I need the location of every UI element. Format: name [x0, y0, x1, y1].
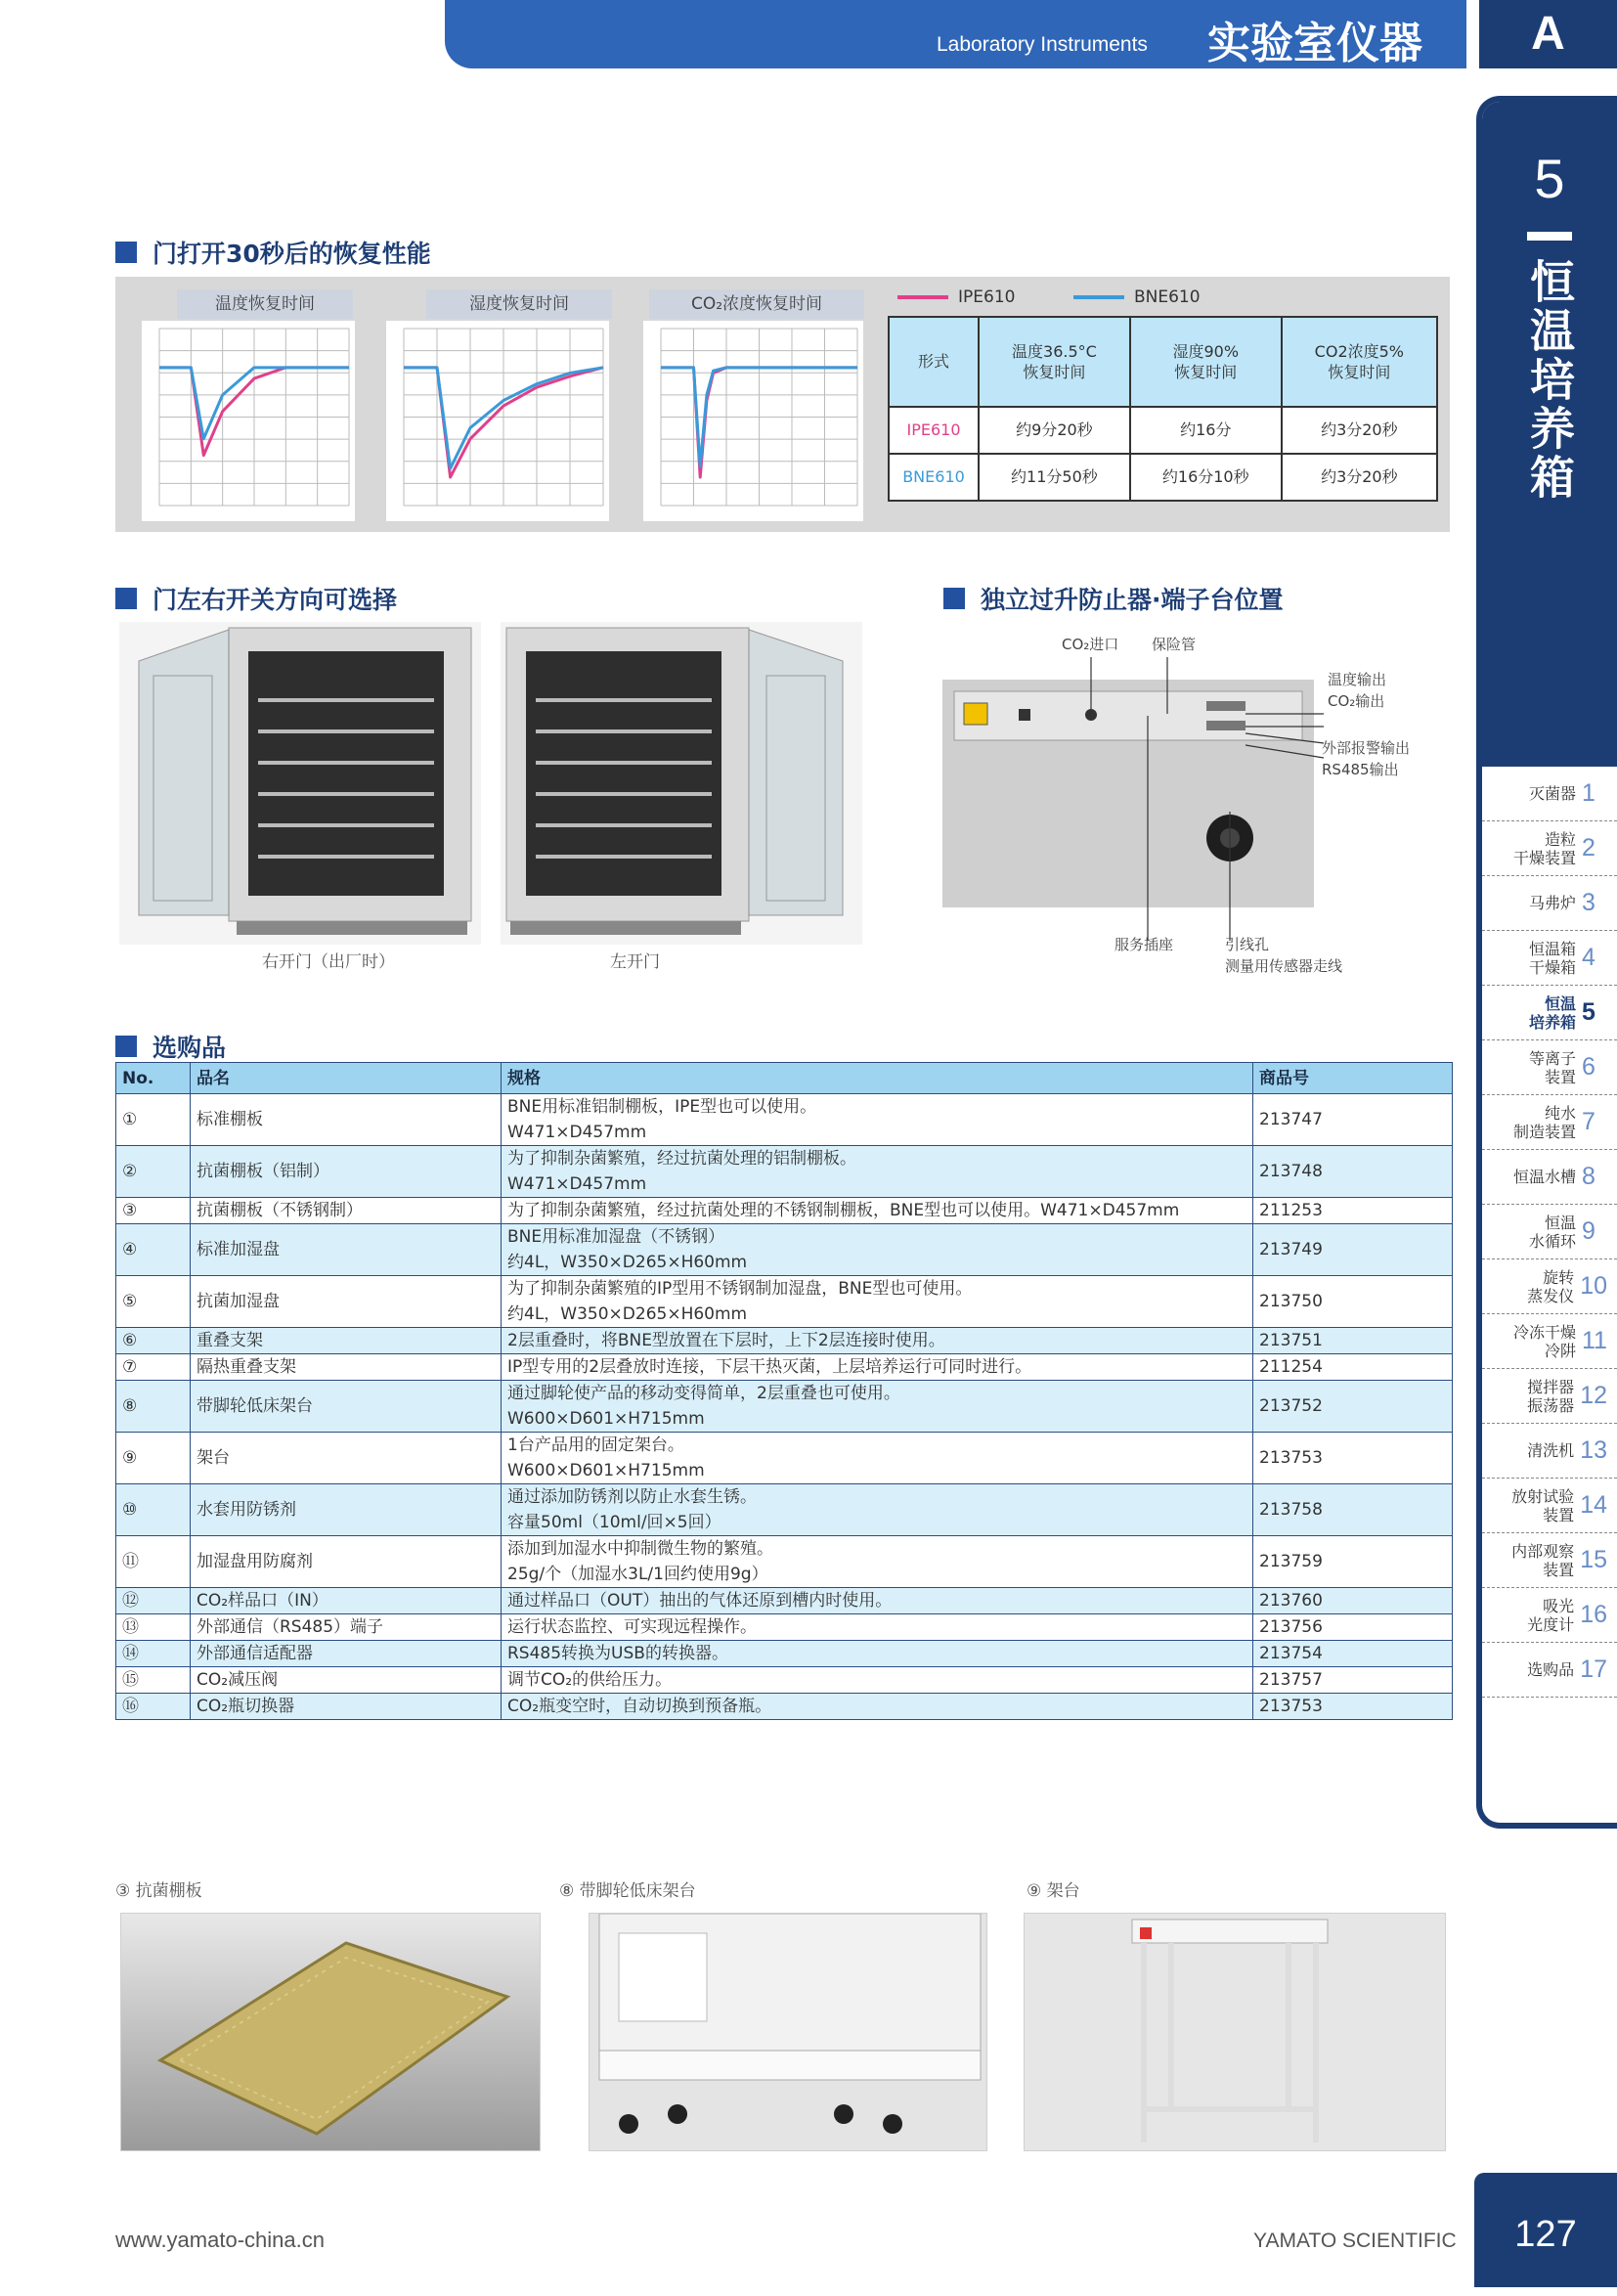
spec-line: 约4L，W350×D265×H60mm [507, 1304, 748, 1324]
table-row [116, 1381, 1453, 1433]
options-table-header [116, 1063, 1453, 1094]
row-number: ④ [116, 1224, 191, 1276]
row-spec [502, 1328, 1253, 1354]
header-en-title: Laboratory Instruments [937, 33, 1148, 56]
col-model: 形式 [889, 317, 979, 407]
sidebar-item-number: 13 [1580, 1436, 1607, 1464]
sidebar-item-12[interactable] [1482, 1369, 1617, 1424]
title-square-icon [115, 1036, 137, 1057]
value-cell: 约9分20秒 [979, 407, 1130, 454]
row-code: 211254 [1253, 1354, 1453, 1381]
sidebar-item-number: 16 [1580, 1601, 1607, 1628]
row-spec [502, 1536, 1253, 1588]
col-name: 品名 [191, 1063, 502, 1094]
col-code: 商品号 [1253, 1063, 1453, 1094]
table-row [116, 1484, 1453, 1536]
row-number: ⑪ [116, 1536, 191, 1588]
value-cell: 约16分10秒 [1130, 454, 1282, 501]
photo-caption-shelf: ③ 抗菌棚板 [115, 1881, 202, 1901]
value-cell: 约3分20秒 [1282, 454, 1437, 501]
spec-line: 添加到加湿水中抑制微生物的繁殖。 [507, 1539, 773, 1559]
label-rs485-output: RS485输出 [1322, 761, 1399, 778]
row-number: ⑥ [116, 1328, 191, 1354]
legend-bne610 [1073, 287, 1201, 307]
title-square-icon [115, 588, 137, 609]
table-row [116, 1198, 1453, 1224]
antibacterial-shelf-image [120, 1913, 541, 2151]
row-number: ⑭ [116, 1641, 191, 1667]
table-row [116, 1536, 1453, 1588]
sidebar-item-11[interactable] [1482, 1314, 1617, 1369]
chart-grid [404, 329, 603, 506]
caption-right-door: 右开门（出厂时） [262, 952, 395, 972]
sidebar-item-number: 5 [1582, 998, 1595, 1026]
row-name: CO₂瓶切换器 [191, 1694, 502, 1720]
col-temp: 温度36.5°C 恢复时间 [979, 317, 1130, 407]
row-number: ⑩ [116, 1484, 191, 1536]
table-row [116, 1224, 1453, 1276]
row-spec [502, 1276, 1253, 1328]
row-name: 隔热重叠支架 [191, 1354, 502, 1381]
chart-grid [661, 329, 857, 506]
title-square-icon [943, 588, 965, 609]
row-code: 213747 [1253, 1094, 1453, 1146]
sidebar-item-label: 恒温箱 干燥箱 [1528, 939, 1576, 977]
header-banner [445, 0, 1466, 68]
chapter-header [1482, 102, 1617, 767]
row-code: 213749 [1253, 1224, 1453, 1276]
spec-line: 调节CO₂的供给压力。 [507, 1670, 673, 1690]
table-row [116, 1614, 1453, 1641]
row-name: 架台 [191, 1433, 502, 1484]
sidebar-item-label: 内部观察 装置 [1511, 1541, 1575, 1579]
row-name: 外部通信（RS485）端子 [191, 1614, 502, 1641]
sidebar-item-2[interactable] [1482, 821, 1617, 876]
sidebar-item-8[interactable] [1482, 1150, 1617, 1205]
spec-line: 25g/个（加湿水3L/1回约使用9g） [507, 1565, 768, 1584]
temp-recovery-chart [142, 321, 355, 521]
row-code: 211253 [1253, 1198, 1453, 1224]
sidebar-item-label: 搅拌器 振荡器 [1527, 1377, 1575, 1415]
row-code: 213758 [1253, 1484, 1453, 1536]
sidebar-item-number: 2 [1582, 834, 1595, 861]
recovery-row-ipe [889, 407, 1437, 454]
row-spec [502, 1146, 1253, 1198]
value-cell: 约11分50秒 [979, 454, 1130, 501]
table-row [116, 1694, 1453, 1720]
sidebar-item-number: 10 [1580, 1272, 1607, 1300]
spec-line: 通过添加防锈剂以防止水套生锈。 [507, 1487, 757, 1507]
sidebar-item-label: 灭菌器 [1528, 784, 1576, 803]
label-fuse: 保险管 [1152, 636, 1197, 653]
sidebar-item-label: 恒温 水循环 [1528, 1213, 1576, 1251]
col-co2: CO2浓度5% 恢复时间 [1282, 317, 1437, 407]
table-row [116, 1328, 1453, 1354]
chapter-number: 5 [1534, 148, 1565, 209]
table-row [116, 1354, 1453, 1381]
col-spec: 规格 [502, 1063, 1253, 1094]
table-row [116, 1276, 1453, 1328]
row-code: 213753 [1253, 1694, 1453, 1720]
row-number: ⑮ [116, 1667, 191, 1694]
options-title-text: 选购品 [153, 1034, 227, 1062]
photo-caption-stand: ⑨ 架台 [1027, 1881, 1080, 1901]
label-cable-hole: 引线孔 [1225, 936, 1270, 953]
spec-line: 容量50ml（10ml/回×5回） [507, 1513, 721, 1532]
spec-line: 1台产品用的固定架台。 [507, 1435, 684, 1455]
row-spec [502, 1694, 1253, 1720]
chart-grid [159, 329, 349, 506]
row-name: 抗菌加湿盘 [191, 1276, 502, 1328]
row-name: 水套用防锈剂 [191, 1484, 502, 1536]
row-number: ⑦ [116, 1354, 191, 1381]
spec-line: RS485转换为USB的转换器。 [507, 1644, 728, 1663]
sidebar-item-label: 马弗炉 [1528, 894, 1576, 912]
sidebar-item-3[interactable] [1482, 876, 1617, 931]
row-number: ③ [116, 1198, 191, 1224]
spec-line: 2层重叠时，将BNE型放置在下层时，上下2层连接时使用。 [507, 1331, 945, 1350]
model-cell: IPE610 [889, 407, 979, 454]
caster-cart-image [589, 1913, 987, 2151]
co2-recovery-chart [643, 321, 863, 521]
header-zh-title: 实验室仪器 [1207, 19, 1422, 68]
col-no: No. [116, 1063, 191, 1094]
row-code: 213756 [1253, 1614, 1453, 1641]
spec-line: BNE用标准铝制棚板，IPE型也可以使用。 [507, 1097, 817, 1117]
photo-caption-cart: ⑧ 带脚轮低床架台 [559, 1881, 696, 1901]
table-row [116, 1588, 1453, 1614]
row-name: 标准棚板 [191, 1094, 502, 1146]
options-table [115, 1062, 1453, 1720]
model-cell: BNE610 [889, 454, 979, 501]
spec-line: 运行状态监控、可实现远程操作。 [507, 1617, 757, 1637]
row-spec [502, 1433, 1253, 1484]
spec-line: W471×D457mm [507, 1123, 647, 1142]
spec-line: W471×D457mm [507, 1174, 647, 1194]
row-spec [502, 1484, 1253, 1536]
row-name: 抗菌棚板（不锈钢制） [191, 1198, 502, 1224]
table-row [116, 1641, 1453, 1667]
row-spec [502, 1354, 1253, 1381]
sidebar-item-label: 旋转 蒸发仪 [1527, 1267, 1575, 1305]
row-code: 213748 [1253, 1146, 1453, 1198]
footer-url[interactable]: www.yamato-china.cn [115, 2228, 325, 2252]
table-row [116, 1094, 1453, 1146]
sidebar-item-number: 15 [1580, 1546, 1607, 1573]
legend-ipe610 [897, 287, 1015, 307]
table-row [116, 1146, 1453, 1198]
label-alarm-output: 外部报警输出 [1322, 739, 1411, 757]
row-code: 213759 [1253, 1536, 1453, 1588]
options-section-title [115, 1029, 226, 1064]
label-temp-output: 温度输出 [1328, 671, 1387, 688]
sidebar-item-7[interactable] [1482, 1095, 1617, 1150]
spec-line: 约4L，W350×D265×H60mm [507, 1253, 748, 1272]
sidebar-item-9[interactable] [1482, 1205, 1617, 1259]
row-spec [502, 1667, 1253, 1694]
caption-left-door: 左开门 [610, 952, 660, 972]
stand-image [1024, 1913, 1446, 2151]
sidebar-item-number: 12 [1580, 1382, 1607, 1409]
page-number: 127 [1474, 2173, 1617, 2287]
spec-line: W600×D601×H715mm [507, 1409, 705, 1429]
label-co2-output: CO₂输出 [1328, 692, 1385, 710]
chart-label-temp: 温度恢复时间 [177, 289, 353, 319]
row-number: ⑧ [116, 1381, 191, 1433]
legend-label-bne: BNE610 [1134, 287, 1201, 307]
spec-line: BNE用标准加湿盘（不锈钢） [507, 1227, 725, 1247]
row-code: 213753 [1253, 1433, 1453, 1484]
spec-line: CO₂瓶变空时，自动切换到预备瓶。 [507, 1697, 772, 1716]
sidebar-item-number: 14 [1580, 1491, 1607, 1519]
value-cell: 约3分20秒 [1282, 407, 1437, 454]
row-name: 标准加湿盘 [191, 1224, 502, 1276]
row-code: 213760 [1253, 1588, 1453, 1614]
sidebar-item-label: 选购品 [1527, 1660, 1575, 1679]
recovery-row-bne [889, 454, 1437, 501]
recovery-section-title [115, 235, 431, 270]
row-spec [502, 1381, 1253, 1433]
title-square-icon [115, 242, 137, 263]
label-sensor-wire: 测量用传感器走线 [1225, 957, 1343, 975]
sidebar-item-number: 9 [1582, 1217, 1595, 1245]
row-name: 外部通信适配器 [191, 1641, 502, 1667]
table-row [116, 1667, 1453, 1694]
row-name: CO₂样品口（IN） [191, 1588, 502, 1614]
row-name: 加湿盘用防腐剂 [191, 1536, 502, 1588]
sidebar-item-label: 冷冻干燥 冷阱 [1512, 1322, 1576, 1360]
row-number: ⑤ [116, 1276, 191, 1328]
humidity-recovery-chart [386, 321, 609, 521]
sidebar-item-label: 吸光 光度计 [1527, 1596, 1575, 1634]
sidebar-item-label: 造粒 干燥装置 [1512, 829, 1576, 867]
row-number: ⑬ [116, 1614, 191, 1641]
label-co2-inlet: CO₂进口 [1062, 636, 1119, 653]
sidebar-item-13[interactable] [1482, 1424, 1617, 1479]
row-spec [502, 1588, 1253, 1614]
sidebar-item-number: 7 [1582, 1108, 1595, 1135]
chapter-nav [1482, 767, 1617, 1698]
row-spec [502, 1224, 1253, 1276]
legend-label-ipe: IPE610 [958, 287, 1016, 307]
recovery-title-text: 门打开30秒后的恢复性能 [153, 240, 431, 268]
incubator-right-door-image [119, 622, 481, 945]
row-code: 213752 [1253, 1381, 1453, 1433]
sidebar-item-1[interactable] [1482, 767, 1617, 821]
sidebar-item-number: 8 [1582, 1163, 1595, 1190]
chapter-sidebar [1476, 96, 1617, 1829]
value-cell: 约16分 [1130, 407, 1282, 454]
row-name: CO₂减压阀 [191, 1667, 502, 1694]
sidebar-item-5[interactable] [1482, 986, 1617, 1040]
row-code: 213751 [1253, 1328, 1453, 1354]
row-number: ⑨ [116, 1433, 191, 1484]
legend-line-bne [1073, 295, 1124, 299]
sidebar-item-number: 3 [1582, 889, 1595, 916]
legend-line-ipe [897, 295, 948, 299]
footer-brand: YAMATO SCIENTIFIC [1253, 2230, 1457, 2252]
recovery-time-table [888, 316, 1438, 502]
sidebar-item-label: 纯水 制造装置 [1512, 1103, 1576, 1141]
label-service-socket: 服务插座 [1114, 936, 1174, 953]
panel-section-title [943, 581, 1284, 616]
recovery-table-header [889, 317, 1437, 407]
sidebar-item-14[interactable] [1482, 1479, 1617, 1533]
spec-line: 通过样品口（OUT）抽出的气体还原到槽内时使用。 [507, 1591, 893, 1611]
sidebar-item-number: 11 [1582, 1327, 1607, 1354]
spec-line: 通过脚轮使产品的移动变得简单，2层重叠也可使用。 [507, 1384, 900, 1403]
sidebar-item-label: 等离子 装置 [1528, 1048, 1576, 1086]
sidebar-item-number: 6 [1582, 1053, 1595, 1081]
sidebar-item-label: 放射试验 装置 [1511, 1486, 1575, 1524]
sidebar-item-16[interactable] [1482, 1588, 1617, 1643]
sidebar-item-number: 1 [1582, 779, 1595, 807]
spec-line: 为了抑制杂菌繁殖的IP型用不锈钢制加湿盘，BNE型也可使用。 [507, 1279, 973, 1299]
row-spec [502, 1641, 1253, 1667]
col-humidity: 湿度90% 恢复时间 [1130, 317, 1282, 407]
door-section-title [115, 581, 397, 616]
spec-line: IP型专用的2层叠放时连接，下层干热灭菌，上层培养运行可同时进行。 [507, 1357, 1032, 1377]
sidebar-item-label: 恒温 培养箱 [1528, 993, 1576, 1032]
row-spec [502, 1614, 1253, 1641]
panel-title-text: 独立过升防止器·端子台位置 [981, 586, 1284, 614]
sidebar-item-10[interactable] [1482, 1259, 1617, 1314]
row-name: 重叠支架 [191, 1328, 502, 1354]
incubator-left-door-image [501, 622, 862, 945]
row-spec [502, 1198, 1253, 1224]
spec-line: 为了抑制杂菌繁殖，经过抗菌处理的铝制棚板。 [507, 1149, 856, 1169]
chart-label-humidity: 湿度恢复时间 [426, 289, 612, 319]
spec-line: 为了抑制杂菌繁殖，经过抗菌处理的不锈钢制棚板，BNE型也可以使用。W471×D457mm [507, 1201, 1180, 1220]
section-letter: A [1479, 0, 1617, 68]
row-code: 213754 [1253, 1641, 1453, 1667]
chapter-title: 恒温培养箱 [1523, 258, 1576, 503]
row-name: 带脚轮低床架台 [191, 1381, 502, 1433]
row-spec [502, 1094, 1253, 1146]
row-code: 213750 [1253, 1276, 1453, 1328]
sidebar-item-label: 清洗机 [1527, 1441, 1575, 1460]
row-number: ① [116, 1094, 191, 1146]
row-name: 抗菌棚板（铝制） [191, 1146, 502, 1198]
table-row [116, 1433, 1453, 1484]
sidebar-item-label: 恒温水槽 [1512, 1168, 1576, 1186]
sidebar-item-4[interactable] [1482, 931, 1617, 986]
row-code: 213757 [1253, 1667, 1453, 1694]
sidebar-item-number: 4 [1582, 944, 1595, 971]
sidebar-item-6[interactable] [1482, 1040, 1617, 1095]
chart-label-co2: CO₂浓度恢复时间 [649, 289, 864, 319]
sidebar-item-17[interactable] [1482, 1643, 1617, 1698]
row-number: ② [116, 1146, 191, 1198]
sidebar-item-number: 17 [1580, 1656, 1607, 1683]
sidebar-item-15[interactable] [1482, 1533, 1617, 1588]
door-title-text: 门左右开关方向可选择 [153, 586, 398, 614]
row-number: ⑫ [116, 1588, 191, 1614]
row-number: ⑯ [116, 1694, 191, 1720]
spec-line: W600×D601×H715mm [507, 1461, 705, 1480]
chapter-divider [1527, 232, 1572, 241]
